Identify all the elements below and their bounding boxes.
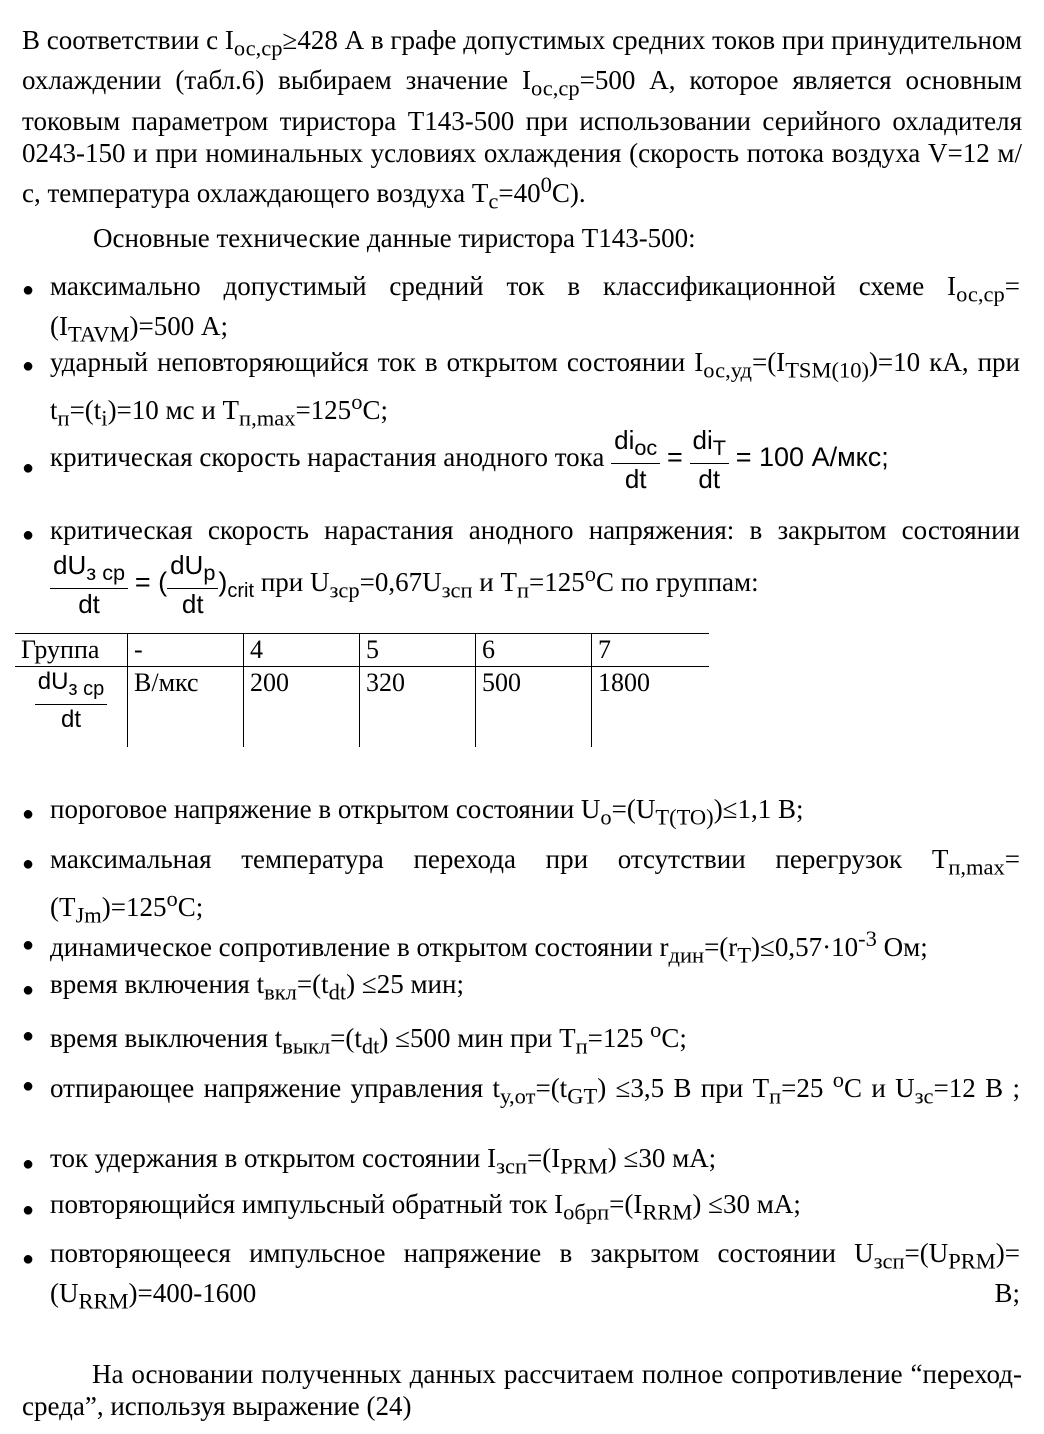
- spec-item-current-rate: критическая скорость нарастания анодного тока $\frac{di_{oc}}{dt}$ = $\frac{di_T}{dt}$ = 100 А/мкс;: [50, 425, 889, 495]
- fraction: $\frac{dU_p}{dt}$: [167, 550, 218, 619]
- table-row: $\frac{dU_{з cp}}{dt}$ В/мкс 200 320 500 1800: [15, 667, 709, 748]
- bullet-dot: ●: [22, 1153, 35, 1175]
- spec-item: повторяющийся импульсный обратный ток $I_{обрп}=(I_{RRM}) \le 30$ мА;: [50, 1189, 801, 1225]
- paragraph-intro: В соответствии с $I_{ос,ср}\ge 428$ А в графе допустимых средних токов при принудительном охлаждении (табл.6) выбираем значение $I_{ос,ср}=500$ А, которое является основным токовым параметром тиристора Т143-500 при использовании серийного охладителя 0243-150 и при номинальных условиях охлаждения (скорость потока воздуха V=12 м/с, температура охлаждающего воздуха $Т_с=40^0С$).: [22, 25, 1022, 214]
- spec-item: динамическое сопротивление в открытом состоянии $r_{дин}=(r_T)\le 0,57\cdot 10^{-3}$ Ом;: [50, 926, 928, 968]
- bullet-dot: ●: [22, 934, 35, 956]
- spec-item: отпирающее напряжение управления $t_{у,от}=(t_{GT}) \le 3,5$ В при $Т_п=25$ $^о$С и $U_{зс}=12$ В ;: [50, 1067, 1020, 1109]
- spec-item: время выключения $t_{выкл}=(t_{dt}) \le 500$ мин при $Т_п=125$ $^о$С;: [50, 1017, 687, 1059]
- spec-item: пороговое напряжение в открытом состоянии $U_о=(U_{T(TO)})\le 1,1$ В;: [50, 794, 804, 830]
- bullet-dot: ●: [22, 853, 35, 875]
- bullet-dot: ●: [22, 524, 35, 546]
- bullet-dot: ●: [22, 279, 35, 301]
- spec-item: время включения $t_{вкл}=(t_{dt}) \le 25$ мин;: [50, 969, 464, 1005]
- bullet-dot: ●: [22, 1199, 35, 1221]
- paragraph-conclusion: На основании полученных данных рассчитаем полное сопротивление “переход-среда”, используя выражение (24): [22, 1359, 1022, 1421]
- spec-item: максимально допустимый средний ток в классификационной схеме $I_{ос,ср}=(I_{TAVM})=500$ А;: [50, 271, 1020, 347]
- spec-item-voltage-rate-formula: $\frac{dU_{з cp}}{dt}$ = ( $\frac{dU_p}{dt}$ )$_{crit}$ при $U_{зср}=0,67U_{зсп}$ и $Т_п=125^оС$ по группам:: [50, 550, 759, 619]
- bullet-dot: ●: [22, 1248, 35, 1270]
- table-header-row: Группа - 4 5 6 7: [15, 634, 709, 667]
- fraction: $\frac{di_{oc}}{dt}$: [611, 425, 660, 494]
- group-table: [15, 633, 709, 747]
- spec-item-text: критическая скорость нарастания анодного тока: [50, 441, 605, 472]
- bullet-dot: ●: [22, 1025, 35, 1047]
- spec-item: повторяющееся импульсное напряжение в закрытом состоянии $U_{зсп}=(U_{PRM})=(U_{RRM})=400-1600$ В;: [50, 1238, 1020, 1314]
- spec-item: критическая скорость нарастания анодного напряжения: в закрытом состоянии: [50, 515, 1020, 545]
- bullet-dot: ●: [22, 355, 35, 377]
- spec-item: ударный неповторяющийся ток в открытом состоянии $I_{ос,уд}=(I_{TSM(10)})=10$ кА, при $t_п=(t_i)=10$ мс и $Т_{п,max}=125^оС$;: [50, 347, 1021, 431]
- spec-item: ток удержания в открытом состоянии $I_{зсп}=(I_{PRM}) \le 30$ мА;: [50, 1143, 717, 1179]
- paragraph-specs-heading: Основные технические данные тиристора Т143-500:: [93, 223, 696, 253]
- fraction: $\frac{di_T}{dt}$: [690, 425, 729, 494]
- bullet-dot: ●: [22, 803, 35, 825]
- fraction: $\frac{dU_{з cp}}{dt}$: [50, 550, 128, 619]
- spec-item: максимальная температура перехода при отсутствии перегрузок $Т_{п,max}=(T_{Jm})=125^оС$;: [50, 844, 1020, 928]
- bullet-dot: ●: [22, 1075, 35, 1097]
- bullet-dot: ●: [22, 979, 35, 1001]
- bullet-dot: ●: [22, 457, 35, 479]
